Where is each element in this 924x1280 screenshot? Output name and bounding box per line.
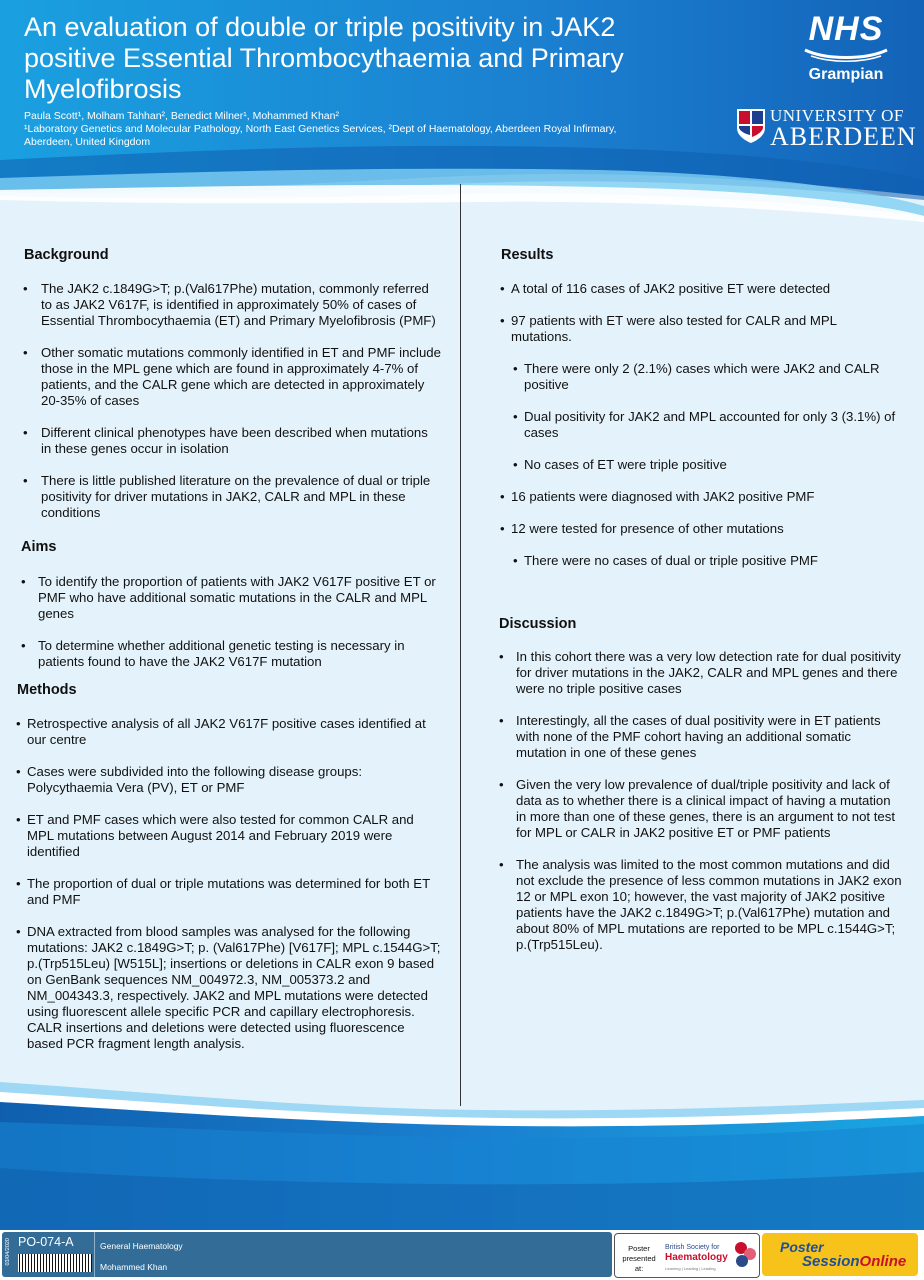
nhs-logo-text: NHS (808, 10, 884, 48)
poster-session-online-logo (762, 1233, 918, 1276)
aims-heading: Aims (21, 539, 57, 555)
results-subitem: • There were only 2 (2.1%) cases which were JAK2 and CALR positive (513, 361, 900, 393)
pso-line1: Poster (780, 1239, 824, 1255)
poster-title: An evaluation of double or triple positivity in JAK2 positive Essential Thrombocythaemia and Primary Myelofibrosis (24, 12, 624, 104)
methods-item: • ET and PMF cases which were also tested for common CALR and MPL mutations between August 2014 and February 2019 were identified (16, 812, 441, 860)
methods-list (16, 716, 441, 1068)
methods-item: • Cases were subdivided into the following disease groups: Polycythaemia Vera (PV), ET or PMF (16, 764, 441, 796)
footer-wave-background (0, 1078, 924, 1230)
author-list: Paula Scott¹, Molham Tahhan², Benedict Milner¹, Mohammed Khan² (24, 110, 339, 122)
background-item: • Different clinical phenotypes have been described when mutations in these genes occur in isolation (23, 425, 441, 457)
society-name: Haematology (665, 1252, 728, 1263)
methods-heading: Methods (17, 682, 77, 698)
discussion-heading: Discussion (499, 616, 577, 632)
aims-item: • To determine whether additional genetic testing is necessary in patients found to have the JAK2 V617F mutation (21, 638, 441, 670)
discussion-item: • The analysis was limited to the most common mutations and did not exclude the presence of less common mutations in JAK2 exon 12 or MPL exon 10; however, the vast majority of JAK2 positive patients have the JAK2 c.1849G>T; p.(Val617Phe) mutation and about 80% of MPL mutations are reported to be MPL c.1544G>T; p.(Trp515Leu). (499, 857, 904, 953)
society-prefix: British Society for (665, 1244, 720, 1251)
background-item: • Other somatic mutations commonly identified in ET and PMF include those in the MPL gene which are found in approximately 4-7% of patients, and the CALR gene which are detected in approximately 20-35% of cases (23, 345, 441, 409)
poster-presenter: Mohammed Khan (100, 1262, 168, 1272)
aims-item: • To identify the proportion of patients with JAK2 V617F positive ET or PMF who have additional somatic mutations in the CALR and MPL genes (21, 574, 441, 622)
poster-topic: General Haematology (100, 1241, 183, 1251)
nhs-grampian-logo (796, 12, 896, 84)
date-code: 03/04/2020 (5, 1238, 11, 1266)
results-subitem: • There were no cases of dual or triple positive PMF (513, 553, 900, 569)
discussion-item: • Given the very low prevalence of dual/triple positivity and lack of data as to whether there is a clinical impact of having a mutation in more than one of these genes, there is an argument to not test for MPL or CALR in JAK2 positive ET or PMF patients (499, 777, 904, 841)
results-item: • A total of 116 cases of JAK2 positive ET were detected (500, 281, 900, 297)
barcode-icon (18, 1254, 92, 1272)
background-list (23, 281, 441, 537)
presented-at-label: Poster presented at: (622, 1244, 656, 1273)
poster-header (0, 0, 924, 230)
affiliations: ¹Laboratory Genetics and Molecular Pathology, North East Genetics Services, ²Dept of Haematology, Aberdeen Royal Infirmary, Aberdeen, United Kingdom (24, 123, 617, 148)
methods-item: • Retrospective analysis of all JAK2 V617F positive cases identified at our centre (16, 716, 441, 748)
pso-session: Session (802, 1253, 860, 1270)
bsh-logo (614, 1233, 760, 1278)
university-name-line1: UNIVERSITY OF (770, 106, 904, 125)
background-heading: Background (24, 247, 109, 263)
poster-footer (0, 1230, 924, 1280)
results-item: • 12 were tested for presence of other mutations (500, 521, 900, 537)
university-crest-icon (736, 108, 766, 144)
methods-item: • DNA extracted from blood samples was analysed for the following mutations: JAK2 c.1849G>T; p. (Val617Phe) [V617F]; MPL c.1544G>T; p.(Trp515Leu) [W515L]; insertions or deletions in CALR exon 9 based on GenBank sequences NM_004972.3, NM_005373.2 and NM_004343.3, respectively. JAK2 and MPL mutations were detected using fluorescent allele specific PCR and capillary electrophoresis. CALR insertions and deletions were detected using fluorescence based PCR fragment length analysis. (16, 924, 441, 1052)
poster-info-bar (2, 1232, 612, 1277)
nhs-swoosh-icon (801, 48, 891, 62)
bsh-circles-icon (733, 1240, 757, 1270)
discussion-list (499, 649, 904, 969)
pso-online: Online (859, 1253, 907, 1270)
nhs-region-name: Grampian (808, 66, 884, 83)
methods-item: • The proportion of dual or triple mutations was determined for both ET and PMF (16, 876, 441, 908)
results-item: • 97 patients with ET were also tested for CALR and MPL mutations. (500, 313, 900, 345)
aims-list (21, 574, 441, 686)
results-list (500, 281, 900, 585)
results-subitem: • Dual positivity for JAK2 and MPL accounted for only 3 (3.1%) of cases (513, 409, 900, 441)
society-tagline: Learning | Leading | Leading (665, 1266, 716, 1271)
results-subitem: • No cases of ET were triple positive (513, 457, 900, 473)
author-block (24, 110, 624, 149)
discussion-item: • Interestingly, all the cases of dual positivity were in ET patients with none of the PMF cohort having an additional somatic mutation in one of these genes (499, 713, 904, 761)
results-item: • 16 patients were diagnosed with JAK2 positive PMF (500, 489, 900, 505)
university-name-line2: ABERDEEN (770, 122, 917, 151)
pso-line2 (802, 1253, 906, 1270)
background-item: • The JAK2 c.1849G>T; p.(Val617Phe) mutation, commonly referred to as JAK2 V617F, is identified in approximately 50% of cases of Essential Thrombocythaemia (ET) and Primary Myelofibrosis (PMF) (23, 281, 441, 329)
column-divider (460, 184, 461, 1106)
discussion-item: • In this cohort there was a very low detection rate for dual positivity for driver mutations in the JAK2, CALR and MPL genes and there were no triple positive cases (499, 649, 904, 697)
footer-separator (94, 1232, 95, 1277)
poster-code: PO-074-A (18, 1235, 74, 1249)
results-heading: Results (501, 247, 554, 263)
background-item: • There is little published literature on the prevalence of dual or triple positivity for driver mutations in JAK2, CALR and MPL in these conditions (23, 473, 441, 521)
